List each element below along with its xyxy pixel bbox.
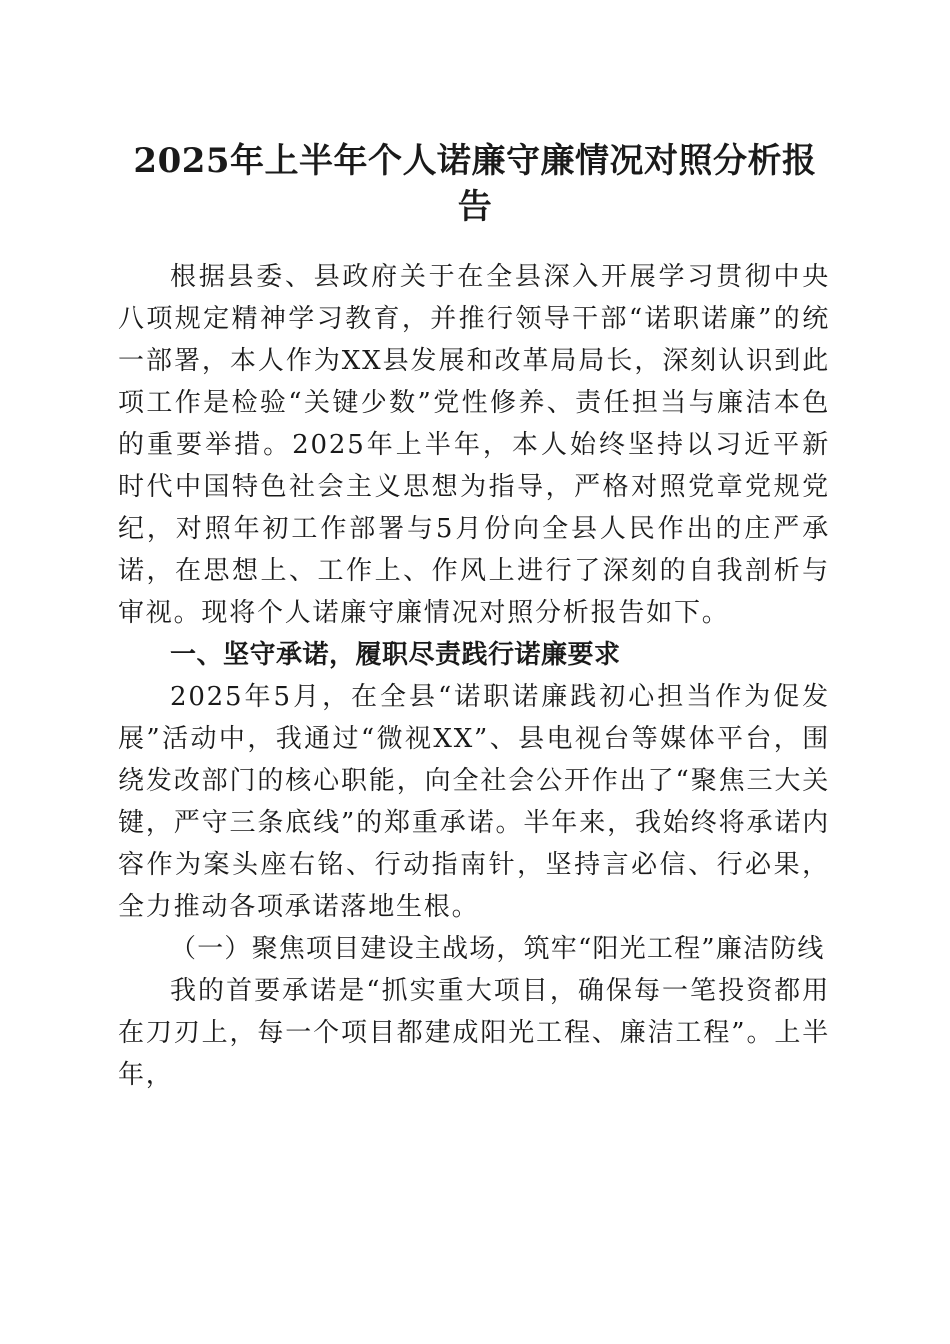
- section-1-paragraph: 2025年5月，在全县“诺职诺廉践初心担当作为促发展”活动中，我通过“微视XX”、县电视台等媒体平台，围绕发改部门的核心职能，向全社会公开作出了“聚焦三大关键，严守三条底线”的郑重承诺。半年来，我始终将承诺内容作为案头座右铭、行动指南针，坚持言必信、行必果，全力推动各项承诺落地生根。: [118, 682, 830, 922]
- subsection-1-paragraph: 我的首要承诺是“抓实重大项目，确保每一笔投资都用在刀刃上，每一个项目都建成阳光工程、廉洁工程”。上半年，: [118, 976, 830, 1090]
- subsection-heading-1: （一）聚焦项目建设主战场，筑牢“阳光工程”廉洁防线: [170, 934, 825, 964]
- intro-paragraph: 根据县委、县政府关于在全县深入开展学习贯彻中央八项规定精神学习教育，并推行领导干部“诺职诺廉”的统一部署，本人作为XX县发展和改革局局长，深刻认识到此项工作是检验“关键少数”党性修养、责任担当与廉洁本色的重要举措。2025年上半年，本人始终坚持以习近平新时代中国特色社会主义思想为指导，严格对照党章党规党纪，对照年初工作部署与5月份向全县人民作出的庄严承诺，在思想上、工作上、作风上进行了深刻的自我剖析与审视。现将个人诺廉守廉情况对照分析报告如下。: [118, 262, 830, 628]
- document-body: [118, 256, 830, 1096]
- document-title: 2025年上半年个人诺廉守廉情况对照分析报告: [133, 141, 817, 227]
- section-heading-1: 一、坚守承诺，履职尽责践行诺廉要求: [170, 640, 621, 670]
